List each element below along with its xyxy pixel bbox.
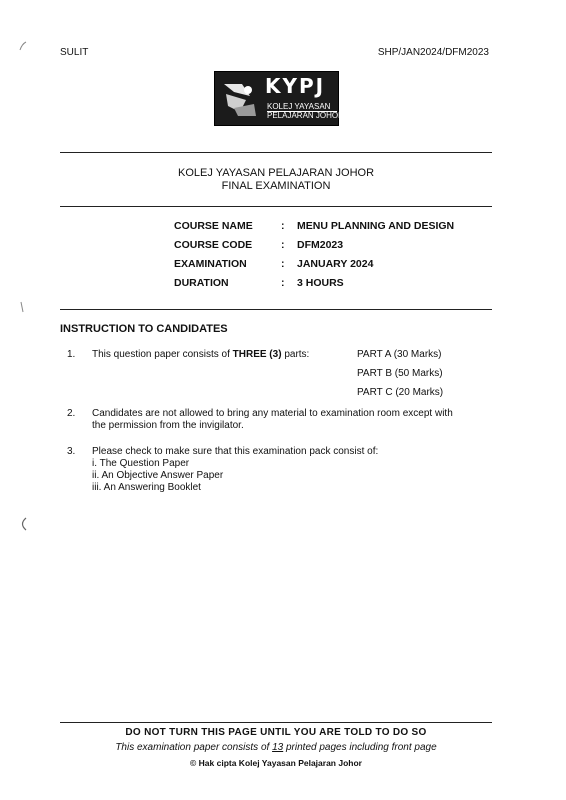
pack-item-objective-answer-paper: ii. An Objective Answer Paper: [92, 470, 224, 481]
footer-page-note: [60, 742, 492, 753]
instruction-3-number: 3.: [67, 446, 76, 457]
scan-speck-icon: [18, 300, 28, 314]
footer-page-count: 13: [272, 742, 284, 753]
logo-emblem-icon: [220, 78, 262, 120]
course-name-value: MENU PLANNING AND DESIGN: [297, 220, 455, 232]
footer-copyright: © Hak cipta Kolej Yayasan Pelajaran Johor: [190, 758, 362, 768]
instruction-3-line1: Please check to make sure that this examination pack consist of:: [92, 446, 379, 457]
college-divider: [60, 206, 492, 207]
scan-speck-icon: [18, 40, 28, 54]
instruction-1-number: 1.: [67, 349, 76, 360]
pack-item-answering-booklet: iii. An Answering Booklet: [92, 482, 201, 493]
course-name-label: COURSE NAME: [174, 220, 253, 232]
footer-note-pre: This examination paper consists of: [115, 742, 270, 753]
instruction-1-bold: THREE (3): [232, 349, 282, 360]
college-name: KOLEJ YAYASAN PELAJARAN JOHOR: [177, 167, 375, 179]
scan-speck-icon: [17, 516, 29, 532]
examination-colon: :: [281, 258, 285, 270]
logo-subtitle-line1: KOLEJ YAYASAN: [267, 102, 337, 112]
duration-colon: :: [281, 277, 285, 289]
part-c: PART C (20 Marks): [357, 387, 444, 398]
info-divider: [60, 309, 492, 310]
instruction-1-pre: This question paper consists of: [92, 349, 230, 360]
college-heading: [60, 167, 492, 193]
course-code-colon: :: [281, 239, 285, 251]
exam-type: FINAL EXAMINATION: [221, 180, 331, 192]
instructions-title: INSTRUCTION TO CANDIDATES: [60, 323, 228, 335]
instruction-2-line1: Candidates are not allowed to bring any material to examination room except with: [92, 408, 453, 419]
course-code-value: DFM2023: [297, 239, 344, 251]
footer-divider: [60, 722, 492, 723]
pack-item-question-paper: i. The Question Paper: [92, 458, 190, 469]
examination-value: JANUARY 2024: [297, 258, 374, 270]
top-divider: [60, 152, 492, 153]
duration-label: DURATION: [174, 277, 229, 289]
logo-subtitle-line2: PELAJARAN JOHOR: [267, 111, 344, 120]
header-classification: SULIT: [60, 47, 89, 58]
course-code-label: COURSE CODE: [174, 239, 253, 251]
instruction-1-post: parts:: [284, 349, 310, 360]
instruction-2-line2: the permission from the invigilator.: [92, 420, 244, 431]
header-document-code: SHP/JAN2024/DFM2023: [377, 47, 489, 58]
duration-value: 3 HOURS: [297, 277, 344, 289]
footer-warning: DO NOT TURN THIS PAGE UNTIL YOU ARE TOLD TO DO SO: [125, 727, 427, 738]
instruction-1-text: [92, 349, 309, 361]
part-b: PART B (50 Marks): [357, 368, 443, 379]
logo-title: KYPJ: [265, 74, 326, 98]
part-a: PART A (30 Marks): [357, 349, 442, 360]
college-logo: [214, 71, 344, 126]
examination-label: EXAMINATION: [174, 258, 247, 270]
footer-note-post: printed pages including front page: [285, 742, 437, 753]
course-name-colon: :: [281, 220, 285, 232]
instruction-2-number: 2.: [67, 408, 76, 419]
